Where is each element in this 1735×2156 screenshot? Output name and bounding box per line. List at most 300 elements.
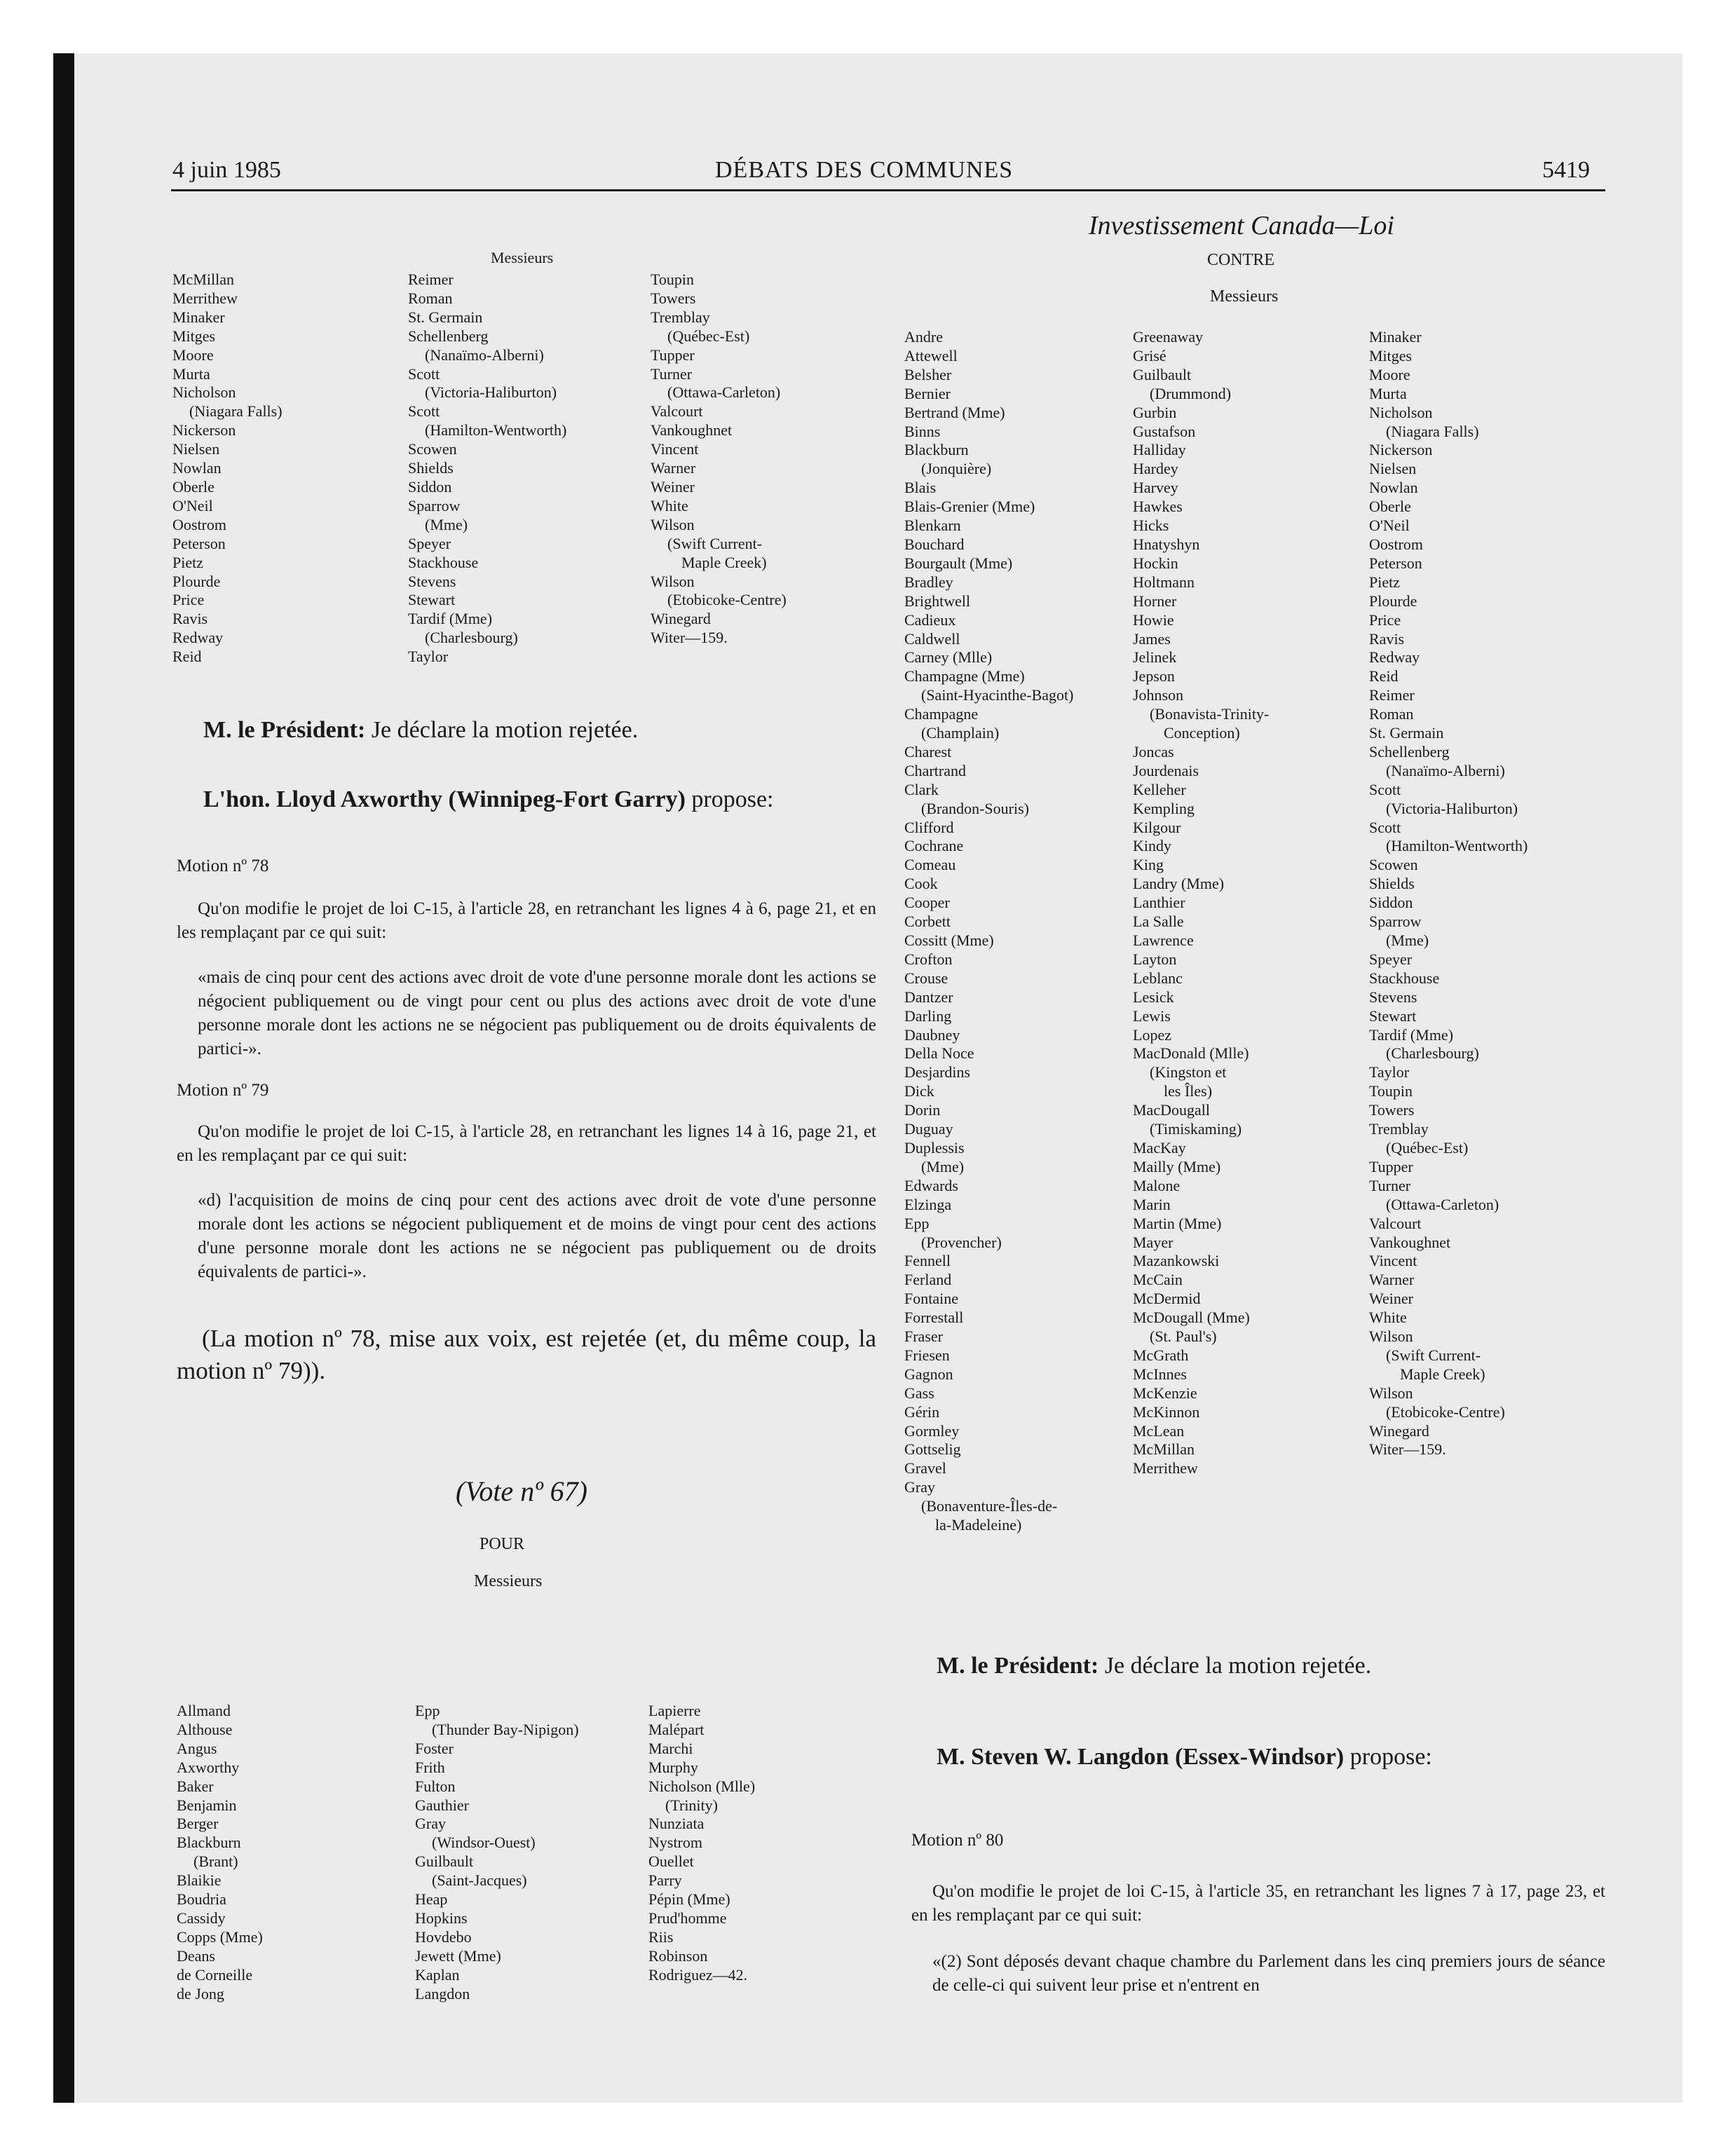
speaker-name-2: M. le Président: [937, 1653, 1099, 1679]
member-name: Scott [1369, 780, 1401, 798]
member-name: Oostrom [172, 515, 226, 533]
member-name: Nicholson (Mlle) [648, 1777, 756, 1795]
member-name: Towers [1369, 1101, 1415, 1119]
motion-79-quote: «d) l'acquisition de moins de cinq pour cent des actions avec droit de vote d'une personne morale dont les actions se négocient publiquement et de moins de vingt pour cent des actions d'une personne morale dont les actions ne se négocient pas publiquement ou de droits équivalents de partici-». [198, 1191, 876, 1281]
member-name: Dorin [904, 1101, 941, 1119]
member-name: (Hamilton-Wentworth) [1386, 837, 1528, 855]
member-name: les Îles) [1164, 1082, 1213, 1100]
member-name: Grisé [1133, 346, 1166, 364]
member-name: Dick [904, 1082, 934, 1100]
member-name: de Corneille [177, 1965, 253, 1984]
member-name: Ravis [1369, 629, 1405, 648]
member-name: Stevens [1369, 988, 1417, 1006]
motion-80-body: Qu'on modifie le projet de loi C-15, à l'article 35, en retranchant les lignes 7 à 17, page 23, et en les remplaçant par ce qui suit: [911, 1882, 1605, 1925]
member-name: Blackburn [177, 1834, 241, 1852]
member-name: Wilson [651, 515, 695, 533]
member-name: Gérin [904, 1403, 940, 1421]
proposer-name: L'hon. Lloyd Axworthy (Winnipeg-Fort Garry) [203, 786, 686, 812]
member-name: Speyer [408, 534, 451, 552]
member-name: Reimer [408, 271, 454, 288]
member-name: Foster [415, 1739, 454, 1757]
member-name: (Etobicoke-Centre) [1386, 1403, 1505, 1421]
member-name: Comeau [904, 856, 956, 874]
member-name: Tupper [651, 346, 695, 364]
member-name: McLean [1133, 1421, 1185, 1440]
member-name: Gurbin [1133, 403, 1177, 421]
member-name: Marchi [648, 1739, 693, 1757]
member-name: Blenkarn [904, 517, 961, 535]
member-name: (Bonaventure-Îles-de- [921, 1497, 1058, 1515]
member-name: Leblanc [1133, 969, 1183, 987]
motion-result: (La motion nº 78, mise aux voix, est rejetée (et, du même coup, la motion nº 79)). [177, 1325, 876, 1384]
member-name: Martin (Mme) [1133, 1214, 1222, 1232]
member-name: (Charlesbourg) [425, 629, 518, 647]
member-name: Stackhouse [1369, 969, 1440, 987]
motion-79-label: Motion nº 79 [177, 1081, 269, 1100]
member-name: Elzinga [904, 1195, 952, 1213]
member-name: Merrithew [1133, 1459, 1198, 1478]
member-name: Scott [408, 402, 440, 421]
member-name: (Victoria-Haliburton) [1386, 799, 1518, 817]
member-name: Gottselig [904, 1440, 961, 1459]
speaker-text-2: Je déclare la motion rejetée. [1098, 1653, 1372, 1679]
member-name: Weiner [1369, 1290, 1413, 1308]
member-name: (Nanaïmo-Alberni) [1386, 761, 1505, 779]
member-name: Della Noce [904, 1044, 974, 1063]
member-name: (Swift Current- [667, 534, 763, 552]
member-name: Oostrom [1369, 535, 1423, 553]
messieurs-label-pour: Messieurs [474, 1572, 543, 1590]
member-name: Boudria [177, 1890, 226, 1909]
contre-heading: CONTRE [1207, 251, 1274, 269]
member-name: Edwards [904, 1176, 958, 1194]
member-name: Bernier [904, 384, 951, 402]
member-name: (Saint-Jacques) [432, 1871, 527, 1890]
member-name: Roman [408, 289, 453, 307]
member-name: McDougall (Mme) [1133, 1309, 1250, 1327]
member-name: Mazankowski [1133, 1252, 1220, 1270]
member-name: Lapierre [648, 1702, 701, 1719]
member-name: Fraser [904, 1328, 943, 1346]
member-name: Carney (Mlle) [904, 648, 993, 667]
member-name: Valcourt [1369, 1214, 1422, 1232]
member-name: Valcourt [651, 402, 703, 421]
member-name: Siddon [1369, 894, 1413, 912]
member-name: Gustafson [1133, 422, 1196, 440]
pour-list-col2 [415, 1702, 579, 2004]
member-name: Pépin (Mme) [648, 1890, 730, 1909]
member-name: Epp [415, 1702, 440, 1719]
member-name: Redway [1369, 648, 1420, 667]
motion-78-quote: «mais de cinq pour cent des actions avec droit de vote d'une personne morale dont les actions se négocient publiquement ou de vingt pour cent ou plus des actions avec droit de vote d'une personne morale dont les actions ne se négocient pas publiquement ou de droits équivalents de partici-». [198, 968, 876, 1058]
member-name: Duplessis [904, 1138, 965, 1157]
vote-list-col3 [651, 271, 787, 648]
member-name: Conception) [1164, 724, 1240, 742]
member-name: Horner [1133, 592, 1177, 610]
member-name: (St. Paul's) [1150, 1328, 1217, 1346]
member-name: Maple Creek) [681, 553, 767, 571]
member-name: McKinnon [1133, 1403, 1200, 1421]
member-name: Benjamin [177, 1796, 237, 1814]
member-name: Cochrane [904, 837, 964, 855]
member-name: Kempling [1133, 799, 1195, 817]
motion-78-body: Qu'on modifie le projet de loi C-15, à l'article 28, en retranchant les lignes 4 à 6, page 21, et en les remplaçant par ce qui suit: [177, 899, 876, 942]
member-name: Cossitt (Mme) [904, 932, 994, 949]
scan-binding-edge [53, 53, 74, 2103]
member-name: (Mme) [425, 515, 468, 533]
messieurs-label-contre: Messieurs [1210, 287, 1279, 306]
member-name: Merrithew [172, 289, 238, 307]
member-name: (Saint-Hyacinthe-Bagot) [921, 686, 1074, 704]
member-name: Kindy [1133, 837, 1171, 855]
member-name: Siddon [408, 477, 452, 496]
member-name: Stewart [1369, 1007, 1417, 1025]
member-name: Mayer [1133, 1233, 1173, 1251]
member-name: Taylor [408, 648, 449, 666]
member-name: (Kingston et [1150, 1063, 1227, 1082]
member-name: MacDonald (Mlle) [1133, 1044, 1249, 1063]
member-name: Pietz [172, 553, 203, 571]
member-name: Oberle [1369, 498, 1411, 516]
member-name: Scowen [408, 440, 457, 458]
member-name: Lesick [1133, 988, 1174, 1006]
member-name: (Swift Current- [1386, 1346, 1481, 1364]
member-name: Wilson [1369, 1384, 1413, 1402]
member-name: Brightwell [904, 592, 971, 610]
member-name: Towers [651, 289, 696, 307]
member-name: Sparrow [1369, 913, 1422, 931]
member-name: MacKay [1133, 1138, 1186, 1157]
member-name: (Windsor-Ouest) [432, 1834, 536, 1852]
header-date: 4 juin 1985 [172, 157, 281, 183]
vote-number-title: (Vote nº 67) [456, 1475, 587, 1507]
member-name: Forrestall [904, 1309, 964, 1327]
member-name: Reid [172, 648, 202, 666]
header-title: DÉBATS DES COMMUNES [715, 157, 1014, 183]
member-name: Gray [415, 1815, 446, 1833]
member-name: Lanthier [1133, 894, 1185, 912]
member-name: Charest [904, 742, 952, 760]
member-name: Nowlan [172, 459, 222, 477]
member-name: Holtmann [1133, 573, 1195, 591]
member-name: (Victoria-Haliburton) [425, 383, 557, 402]
member-name: Binns [904, 422, 941, 440]
member-name: James [1133, 629, 1171, 648]
member-name: Mitges [1369, 346, 1413, 364]
member-name: Andre [904, 328, 943, 346]
member-name: Tardif (Mme) [408, 610, 493, 628]
member-name: Marin [1133, 1195, 1171, 1213]
member-name: Minaker [1369, 328, 1422, 346]
member-name: Chartrand [904, 761, 966, 779]
member-name: McMillan [172, 271, 234, 288]
member-name: Fulton [415, 1777, 456, 1795]
member-name: Caldwell [904, 629, 960, 648]
member-name: Schellenberg [408, 327, 489, 345]
member-name: Cooper [904, 894, 950, 912]
member-name: Gravel [904, 1459, 946, 1478]
member-name: King [1133, 856, 1164, 874]
motion-80-label: Motion nº 80 [911, 1831, 1004, 1850]
member-name: Duguay [904, 1120, 953, 1138]
member-name: Baker [177, 1777, 214, 1795]
member-name: Cadieux [904, 610, 956, 629]
member-name: Nicholson [172, 383, 236, 402]
member-name: Nielsen [1369, 460, 1417, 478]
member-name: Jourdenais [1133, 761, 1199, 779]
speaker-name: M. le Président: [203, 717, 366, 743]
member-name: Berger [177, 1815, 219, 1833]
member-name: Darling [904, 1007, 952, 1025]
member-name: Hawkes [1133, 498, 1183, 516]
member-name: Vankoughnet [1369, 1233, 1451, 1251]
pour-list-col3 [648, 1702, 755, 1985]
member-name: Corbett [904, 913, 951, 931]
member-name: Wilson [651, 572, 695, 590]
member-name: Price [1369, 610, 1401, 629]
member-name: Attewell [904, 346, 958, 364]
proposer-text-2: propose: [1344, 1744, 1432, 1770]
motion-proposer-2 [937, 1744, 1432, 1770]
member-name: Witer—159. [651, 629, 728, 647]
member-name: Stevens [408, 572, 456, 590]
member-name: (Trinity) [665, 1796, 718, 1814]
member-name: Moore [172, 346, 214, 364]
member-name: White [651, 496, 688, 514]
member-name: Nunziata [648, 1815, 705, 1833]
member-name: Gagnon [904, 1365, 953, 1383]
member-name: White [1369, 1309, 1407, 1327]
motion-79-body: Qu'on modifie le projet de loi C-15, à l'article 28, en retranchant les lignes 14 à 16, page 21, et en les remplaçant par ce qui suit: [177, 1122, 876, 1165]
member-name: Guilbault [415, 1853, 474, 1871]
member-name: St. Germain [1369, 724, 1444, 742]
member-name: Ferland [904, 1271, 952, 1289]
member-name: McDermid [1133, 1290, 1201, 1308]
member-name: Peterson [172, 534, 226, 552]
member-name: Kaplan [415, 1965, 460, 1984]
member-name: Landry (Mme) [1133, 875, 1225, 893]
member-name: Vankoughnet [651, 421, 733, 439]
member-name: Cassidy [177, 1909, 226, 1927]
member-name: Dantzer [904, 988, 953, 1006]
member-name: Tupper [1369, 1157, 1413, 1175]
member-name: Blais [904, 479, 937, 497]
member-name: Greenaway [1133, 328, 1204, 346]
member-name: Tremblay [1369, 1120, 1429, 1138]
header-rule [171, 189, 1605, 191]
member-name: Speyer [1369, 950, 1413, 968]
member-name: Moore [1369, 365, 1410, 383]
member-name: Parry [648, 1871, 682, 1890]
member-name: McGrath [1133, 1346, 1189, 1364]
member-name: St. Germain [408, 308, 483, 326]
member-name: Ravis [172, 610, 208, 628]
member-name: Plourde [172, 572, 221, 590]
member-name: Bradley [904, 573, 953, 591]
member-name: Plourde [1369, 592, 1417, 610]
member-name: Kelleher [1133, 780, 1186, 798]
member-name: Clark [904, 780, 939, 798]
member-name: (Etobicoke-Centre) [667, 591, 787, 609]
member-name: La Salle [1133, 913, 1184, 931]
member-name: Maple Creek) [1400, 1365, 1485, 1383]
member-name: Gass [904, 1384, 934, 1402]
member-name: Sparrow [408, 496, 461, 514]
member-name: McCain [1133, 1271, 1183, 1289]
member-name: Scott [408, 364, 440, 383]
member-name: Kilgour [1133, 818, 1181, 836]
member-name: Angus [177, 1739, 217, 1757]
messieurs-label: Messieurs [491, 249, 554, 266]
member-name: Jepson [1133, 667, 1175, 685]
member-name: Stewart [408, 591, 456, 609]
member-name: O'Neil [1369, 517, 1410, 535]
member-name: (Bonavista-Trinity- [1150, 705, 1270, 723]
member-name: Murphy [648, 1758, 698, 1776]
member-name: (Nanaïmo-Alberni) [425, 346, 544, 364]
member-name: Reimer [1369, 686, 1415, 704]
member-name: Toupin [1369, 1082, 1413, 1100]
member-name: Jewett (Mme) [415, 1946, 501, 1965]
member-name: Hicks [1133, 517, 1169, 535]
member-name: Axworthy [177, 1758, 240, 1776]
member-name: Allmand [177, 1702, 231, 1719]
member-name: Lawrence [1133, 932, 1194, 949]
member-name: Tremblay [651, 308, 710, 326]
speaker-statement-2 [937, 1653, 1371, 1679]
member-name: Toupin [651, 271, 695, 288]
member-name: Cook [904, 875, 938, 893]
member-name: (Jonquière) [921, 460, 992, 478]
member-name: Gray [904, 1478, 935, 1496]
motion-80-quote: «(2) Sont déposés devant chaque chambre du Parlement dans les cinq premiers jours de séance de celle-ci qui suivent leur prise et n'entrent en [932, 1952, 1605, 1995]
member-name: Crouse [904, 969, 948, 987]
member-name: O'Neil [172, 496, 213, 514]
member-name: la-Madeleine) [935, 1516, 1022, 1534]
member-name: (Mme) [1386, 932, 1429, 949]
member-name: Redway [172, 629, 224, 647]
member-name: Minaker [172, 308, 225, 326]
member-name: Peterson [1369, 554, 1422, 572]
member-name: Hockin [1133, 554, 1178, 572]
member-name: Taylor [1369, 1063, 1410, 1082]
member-name: Lewis [1133, 1007, 1171, 1025]
member-name: Joncas [1133, 742, 1174, 760]
member-name: Gauthier [415, 1796, 469, 1814]
member-name: Ouellet [648, 1853, 694, 1871]
member-name: Fennell [904, 1252, 951, 1270]
member-name: (Ottawa-Carleton) [667, 383, 781, 402]
member-name: Nickerson [172, 421, 236, 439]
pour-heading: POUR [479, 1535, 525, 1553]
member-name: Shields [408, 459, 454, 477]
member-name: Warner [1369, 1271, 1415, 1289]
member-name: Roman [1369, 705, 1414, 723]
member-name: Epp [904, 1214, 930, 1232]
member-name: Nicholson [1369, 403, 1433, 421]
member-name: Clifford [904, 818, 954, 836]
member-name: Malépart [648, 1720, 705, 1738]
speaker-statement [203, 717, 638, 744]
member-name: Champagne (Mme) [904, 667, 1025, 685]
member-name: Tardif (Mme) [1369, 1025, 1454, 1044]
member-name: Rodriguez—42. [648, 1965, 748, 1984]
member-name: Jelinek [1133, 648, 1177, 667]
member-name: Hovdebo [415, 1928, 472, 1946]
member-name: Malone [1133, 1176, 1181, 1194]
member-name: Wilson [1369, 1328, 1413, 1346]
member-name: Nystrom [648, 1834, 702, 1852]
member-name: Pietz [1369, 573, 1400, 591]
member-name: Heap [415, 1890, 448, 1909]
member-name: McKenzie [1133, 1384, 1197, 1402]
member-name: Copps (Mme) [177, 1928, 263, 1946]
contre-list-col1 [904, 328, 1074, 1535]
member-name: (Champlain) [921, 724, 1000, 742]
member-name: Guilbault [1133, 365, 1192, 383]
member-name: Prud'homme [648, 1909, 727, 1927]
member-name: Daubney [904, 1025, 960, 1044]
member-name: Blais-Grenier (Mme) [904, 498, 1035, 516]
member-name: MacDougall [1133, 1101, 1210, 1119]
member-name: McInnes [1133, 1365, 1187, 1383]
member-name: Bouchard [904, 535, 965, 553]
member-name: Bertrand (Mme) [904, 403, 1005, 421]
member-name: Frith [415, 1758, 445, 1776]
member-name: (Québec-Est) [667, 327, 750, 345]
member-name: (Brandon-Souris) [921, 799, 1029, 817]
member-name: Layton [1133, 950, 1177, 968]
member-name: Johnson [1133, 686, 1184, 704]
member-name: (Timiskaming) [1150, 1120, 1242, 1138]
member-name: Scowen [1369, 856, 1418, 874]
member-name: Harvey [1133, 479, 1178, 497]
member-name: (Thunder Bay-Nipigon) [432, 1720, 579, 1738]
member-name: Hardey [1133, 460, 1178, 478]
member-name: Murta [172, 364, 210, 383]
proposer-text: propose: [685, 786, 774, 812]
member-name: Weiner [651, 477, 695, 496]
section-title: Investissement Canada—Loi [1089, 211, 1394, 240]
member-name: (Brant) [193, 1853, 238, 1871]
contre-list-col2 [1133, 328, 1269, 1478]
member-name: Nickerson [1369, 441, 1433, 459]
member-name: Desjardins [904, 1063, 971, 1082]
member-name: Turner [1369, 1176, 1411, 1194]
proposer-name-2: M. Steven W. Langdon (Essex-Windsor) [937, 1744, 1345, 1770]
member-name: de Jong [177, 1984, 224, 2003]
member-name: Vincent [651, 440, 699, 458]
member-name: Oberle [172, 477, 215, 496]
pour-list-col1 [177, 1702, 263, 2004]
member-name: Riis [648, 1928, 674, 1946]
member-name: (Hamilton-Wentworth) [425, 421, 567, 439]
member-name: Shields [1369, 875, 1415, 893]
member-name: Nielsen [172, 440, 220, 458]
member-name: Schellenberg [1369, 742, 1450, 760]
member-name: Robinson [648, 1946, 708, 1965]
member-name: Stackhouse [408, 553, 479, 571]
vote-list-col1 [172, 271, 283, 667]
member-name: Blackburn [904, 441, 969, 459]
contre-list-col3 [1369, 328, 1528, 1459]
member-name: Hnatyshyn [1133, 535, 1200, 553]
member-name: Hopkins [415, 1909, 468, 1927]
member-name: Turner [651, 364, 693, 383]
member-name: Blaikie [177, 1871, 222, 1890]
member-name: Price [172, 591, 205, 609]
member-name: Nowlan [1369, 479, 1418, 497]
